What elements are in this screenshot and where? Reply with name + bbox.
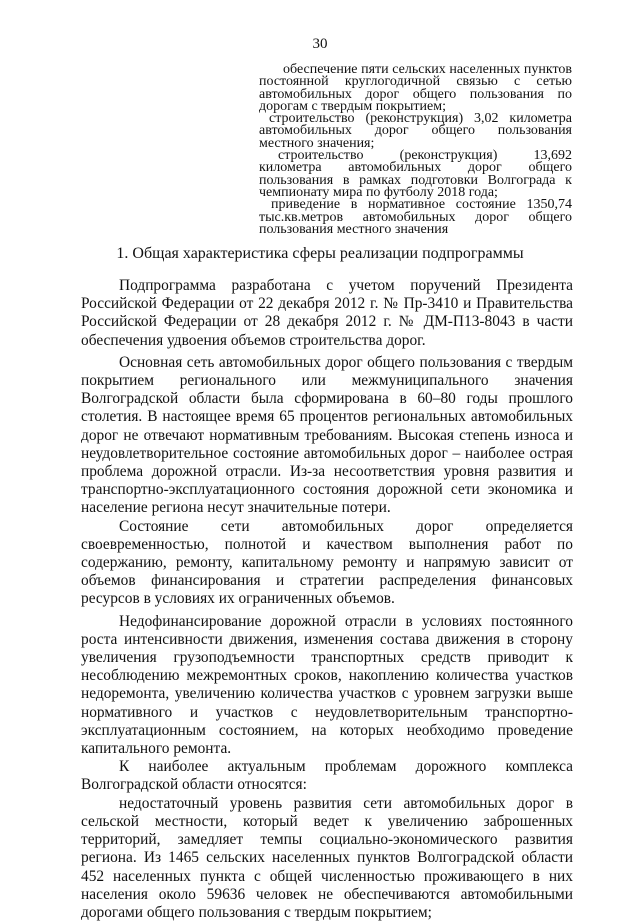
paragraph: Недофинансирование дорожной отрасли в условиях постоянного роста интенсивности движения, изменения состава движения в сторону увеличения грузоподъемности транспортных средств приводит к несоблюдению межремонтных сроков, накоплению количества участков недоремонта, увеличению количества участков с уровнем загрузки выше нормативного и участков с неудовлетворительным транспортно-эксплуатационным состоянием, на которых необходимо проведение капитального ремонта.	[81, 612, 573, 758]
objective-item: приведение в нормативное состояние 1350,74 тыс.кв.метров автомобильных дорог общего пользования местного значения	[259, 197, 572, 237]
objective-item: строительство (реконструкция) 13,692 километра автомобильных дорог общего пользования в рамках подготовки Волгограда к чемпионату мира по футболу 2018 года;	[259, 148, 572, 200]
objective-item: строительство (реконструкция) 3,02 километра автомобильных дорог общего пользования местного значения;	[259, 111, 572, 151]
section-heading: 1. Общая характеристика сферы реализации подпрограммы	[116, 245, 524, 262]
paragraph: недостаточный уровень развития сети автомобильных дорог в сельской местности, который ведет к увеличению заброшенных территорий, замедляет темпы социально-экономического развития региона. Из 1465 сельских населенных пунктов Волгоградской области 452 населенных пункта с общей численностью проживающего в них населения около 59636 человек не обеспечиваются автомобильными дорогами общего пользования с твердым покрытием;	[81, 794, 573, 921]
body-text	[81, 277, 573, 922]
paragraph: К наиболее актуальным проблемам дорожного комплекса Волгоградской области относятся:	[81, 758, 573, 794]
objectives-list	[259, 64, 572, 236]
page-number: 30	[312, 36, 328, 52]
paragraph: Состояние сети автомобильных дорог определяется своевременностью, полнотой и качеством выполнения работ по содержанию, ремонту, капитальному ремонту и напрямую зависит от объемов финансирования и стратегии распределения финансовых ресурсов в условиях их ограниченных объемов.	[81, 517, 573, 608]
paragraph: Основная сеть автомобильных дорог общего пользования с твердым покрытием регионального или межмуниципального значения Волгоградской области была сформирована в 60–80 годы прошлого столетия. В настоящее время 65 процентов региональных автомобильных дорог не отвечают нормативным требованиям. Высокая степень износа и неудовлетворительное состояние автомобильных дорог – наиболее острая проблема дорожной отрасли. Из-за несоответствия уровня развития и транспортно-эксплуатационного состояния дорожной сети экономика и население региона несут значительные потери.	[81, 353, 573, 517]
paragraph: Подпрограмма разработана с учетом поручений Президента Российской Федерации от 22 декабря 2012 г. № Пр-3410 и Правительства Российской Федерации от 28 декабря 2012 г. № ДМ-П13-8043 в части обеспечения удвоения объемов строительства дорог.	[81, 277, 573, 349]
objective-item: обеспечение пяти сельских населенных пунктов постоянной круглогодичной связью с сетью автомобильных дорог общего пользования по дорогам с твердым покрытием;	[259, 62, 572, 114]
